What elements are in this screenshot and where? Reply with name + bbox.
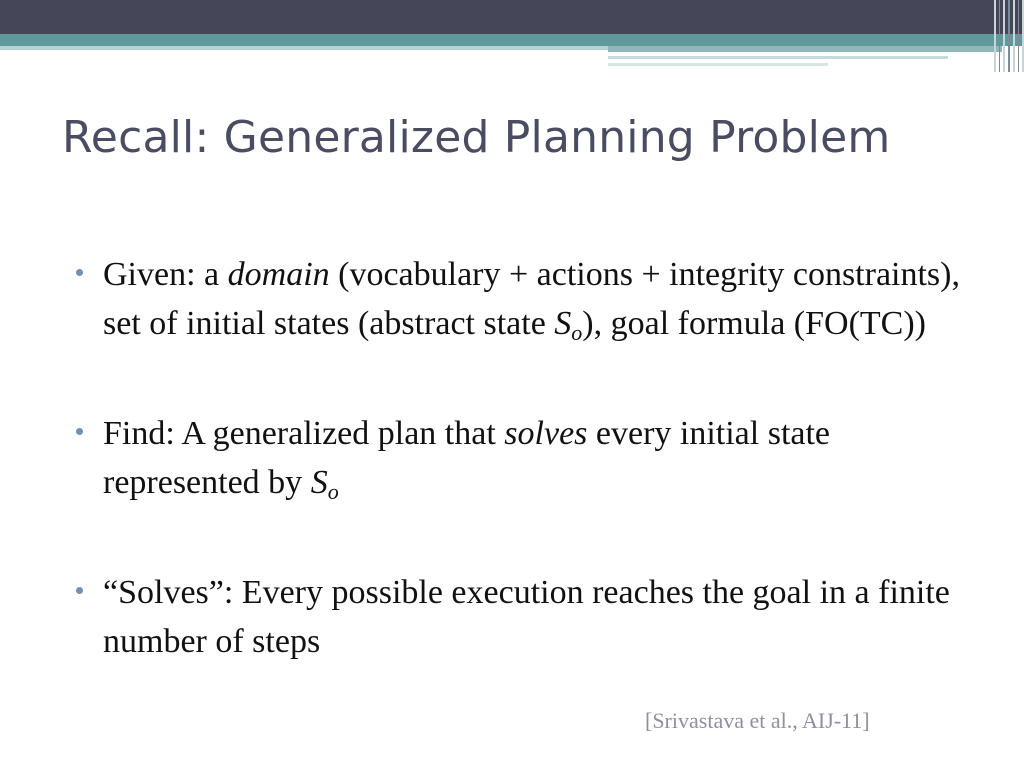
stripe [1018, 0, 1020, 72]
header-accent-line [0, 46, 610, 50]
slide-title: Recall: Generalized Planning Problem [62, 112, 891, 163]
stripe [1008, 0, 1010, 72]
bullet-text: “Solves”: Every possible execution reaches the goal in a finite number of steps [103, 574, 950, 660]
bullet-list [76, 250, 966, 718]
stripe [1003, 0, 1005, 72]
stripe [994, 0, 996, 72]
bullet-dot-icon [76, 587, 83, 594]
bullet-text: Given: a domain (vocabulary + actions + integrity constraints), set of initial states (abstract state So), goal formula (FO(TC)) [103, 256, 960, 345]
bullet-solves [76, 568, 966, 666]
header-accent-band [0, 34, 1024, 46]
header-accent-right-1 [608, 46, 1002, 52]
header-bar [0, 0, 1024, 34]
header-accent-right-2 [608, 56, 948, 59]
stripe [999, 0, 1001, 72]
stripe [1013, 0, 1015, 72]
bullet-text: Find: A generalized plan that solves every initial state represented by So [103, 415, 831, 504]
bullet-dot-icon [76, 269, 83, 276]
bullet-find [76, 409, 966, 516]
header-accent-right-3 [608, 63, 828, 66]
decorative-stripes [994, 0, 1024, 72]
bullet-dot-icon [76, 428, 83, 435]
bullet-given [76, 250, 966, 357]
citation: [Srivastava et al., AIJ-11] [645, 708, 870, 733]
